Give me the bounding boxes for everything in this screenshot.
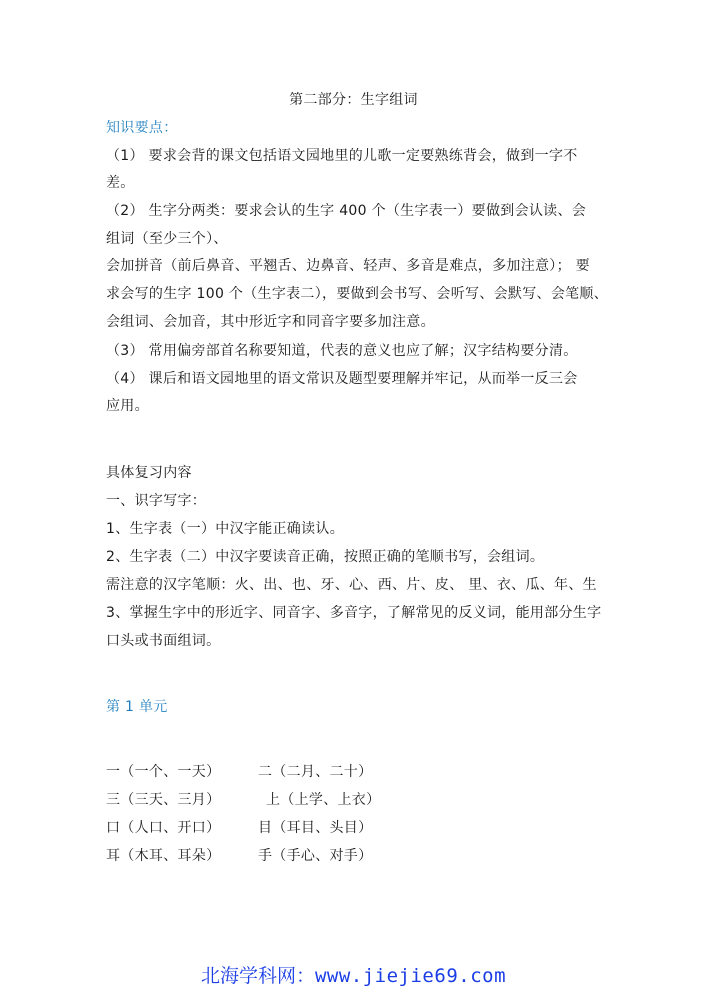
footer-watermark <box>0 963 707 989</box>
review-line: 口头或书面组词。 <box>106 633 221 649</box>
word-pair-left: 三（三天、三月） <box>106 792 221 808</box>
review-line: 2、生字表（二）中汉字要读音正确，按照正确的笔顺书写，会组词。 <box>106 549 545 565</box>
knowledge-line: 会加拼音（前后鼻音、平翘舌、边鼻音、轻声、多音是难点，多加注意）； 要 <box>106 258 590 274</box>
review-line: 3、掌握生字中的形近字、同音字、多音字，了解常见的反义词，能用部分生字 <box>106 605 602 621</box>
unit-heading: 第 1 单元 <box>106 699 168 715</box>
knowledge-heading: 知识要点： <box>106 120 178 136</box>
review-section-title: 一、识字写字： <box>106 493 207 509</box>
word-pair-left: 口（人口、开口） <box>106 820 221 836</box>
word-pair-right: 上（上学、上衣） <box>266 792 381 808</box>
word-pair-row <box>0 790 707 810</box>
knowledge-line: （1） 要求会背的课文包括语文园地里的儿歌一定要熟练背会，做到一字不 <box>106 148 578 164</box>
word-pair-left: 一（一个、一天） <box>106 764 221 780</box>
knowledge-line: 差。 <box>106 175 135 191</box>
knowledge-line: 组词（至少三个）、 <box>106 231 228 247</box>
word-pair-row <box>0 762 707 782</box>
word-pair-right: 手（手心、对手） <box>258 848 373 864</box>
knowledge-line: 应用。 <box>106 398 149 414</box>
review-line: 需注意的汉字笔顺：火、出、也、牙、心、西、片、皮、 里、衣、瓜、年、生 <box>106 577 597 593</box>
knowledge-line: 求会写的生字 100 个（生字表二），要做到会书写、会听写、会默写、会笔顺、 <box>106 286 609 302</box>
word-pair-left: 耳（木耳、耳朵） <box>106 848 221 864</box>
footer-url[interactable]: www.jiejie69.com <box>314 965 507 987</box>
knowledge-line: （4） 课后和语文园地里的语文常识及题型要理解并牢记，从而举一反三会 <box>106 371 578 387</box>
knowledge-line: 会组词、会加音，其中形近字和同音字要多加注意。 <box>106 314 435 330</box>
review-line: 1、生字表（一）中汉字能正确读认。 <box>106 521 345 537</box>
footer-label: 北海学科网： <box>200 965 315 987</box>
page-title: 第二部分：生字组词 <box>289 92 418 108</box>
review-heading: 具体复习内容 <box>106 465 192 481</box>
word-pair-right: 目（耳目、头目） <box>258 820 373 836</box>
word-pair-row <box>0 818 707 838</box>
word-pair-row <box>0 846 707 866</box>
knowledge-line: （3） 常用偏旁部首名称要知道，代表的意义也应了解；汉字结构要分清。 <box>106 343 578 359</box>
knowledge-line: （2） 生字分两类：要求会认的生字 400 个（生字表一）要做到会认读、会 <box>106 203 587 219</box>
word-pair-right: 二（二月、二十） <box>258 764 373 780</box>
